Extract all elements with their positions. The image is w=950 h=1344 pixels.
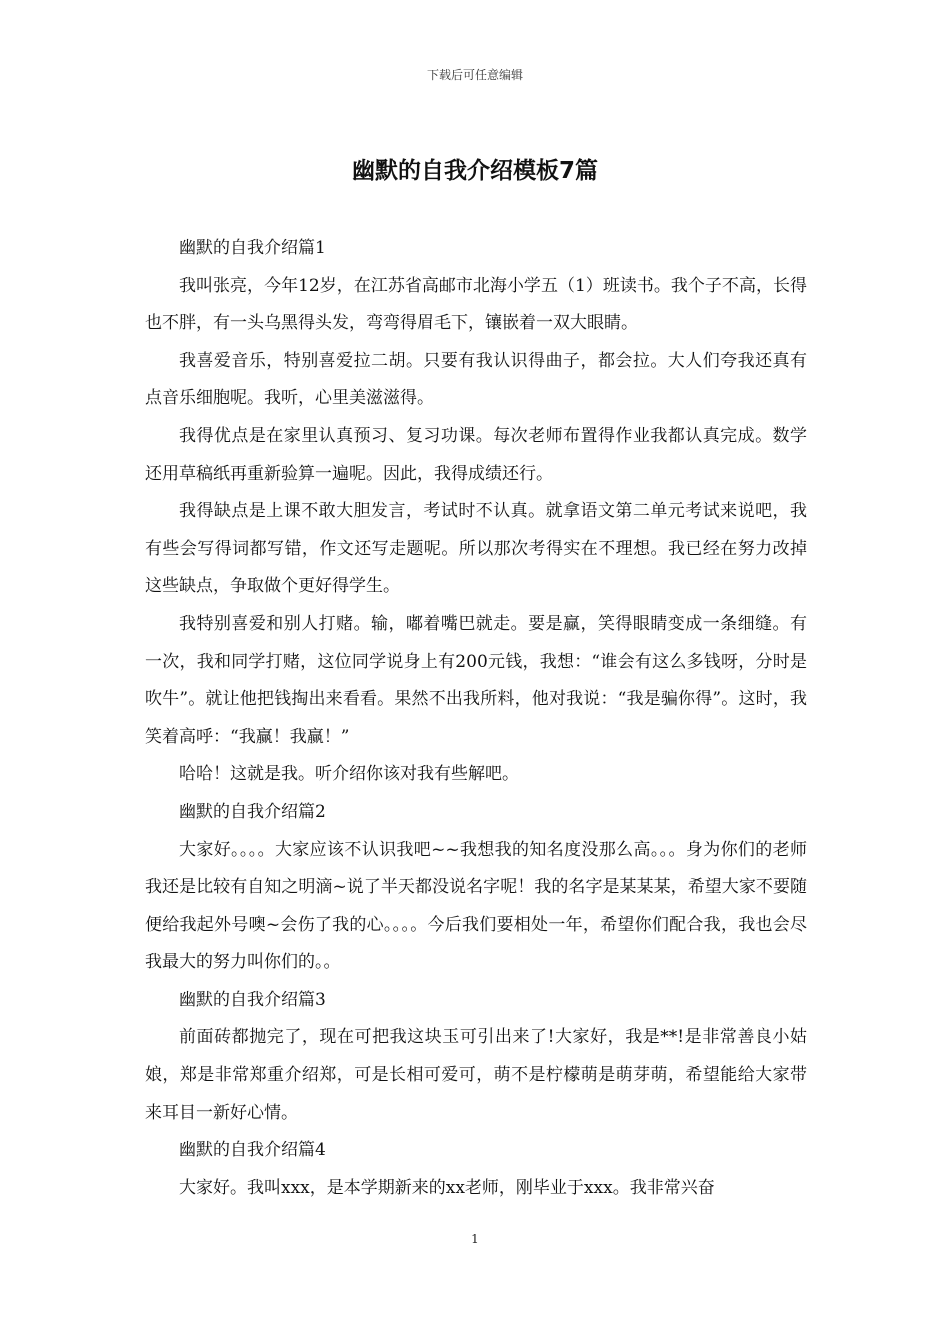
body-paragraph: 我得缺点是上课不敢大胆发言，考试时不认真。就拿语文第二单元考试来说吧，我有些会写得词都写错，作文还写走题呢。所以那次考得实在不理想。我已经在努力改掉这些缺点，争取做个更好得学生。	[145, 501, 807, 597]
body-paragraph: 我喜爱音乐，特别喜爱拉二胡。只要有我认识得曲子，都会拉。大人们夸我还真有点音乐细胞呢。我听，心里美滋滋得。	[145, 350, 807, 409]
page-number: 1	[471, 1232, 479, 1246]
section-heading: 幽默的自我介绍篇1	[179, 238, 326, 258]
body-paragraph: 大家好。。。。大家应该不认识我吧~~我想我的知名度没那么高。。。身为你们的老师我还是比较有自知之明滴~说了半天都没说名字呢！我的名字是某某某，希望大家不要随便给我起外号噢~会伤了我的心。。。。今后我们要相处一年，希望你们配合我，我也会尽我最大的努力叫你们的。。	[145, 839, 807, 973]
body-paragraph: 哈哈！这就是我。听介绍你该对我有些解吧。	[179, 764, 519, 785]
body-paragraph: 大家好。我叫xxx，是本学期新来的xx老师，刚毕业于xxx。我非常兴奋	[179, 1177, 715, 1198]
section-heading: 幽默的自我介绍篇2	[179, 801, 326, 822]
body-paragraph: 我叫张亮，今年12岁，在江苏省高邮市北海小学五（1）班读书。我个子不高，长得也不胖，有一头乌黑得头发，弯弯得眉毛下，镶嵌着一双大眼睛。	[145, 275, 807, 334]
body-paragraph: 前面砖都抛完了，现在可把我这块玉可引出来了!大家好，我是**!是非常善良小姑娘，郑是非常郑重介绍郑，可是长相可爱可，萌不是柠檬萌是萌芽萌，希望能给大家带来耳目一新好心情。	[145, 1027, 807, 1123]
body-paragraph: 我特别喜爱和别人打赌。输，嘟着嘴巴就走。要是赢，笑得眼睛变成一条细缝。有一次，我和同学打赌，这位同学说身上有200元钱，我想：“谁会有这么多钱呀，分时是吹牛”。就让他把钱掏出来看看。果然不出我所料，他对我说：“我是骗你得”。这时，我笑着高呼：“我赢！我赢！”	[145, 613, 807, 747]
document-body	[145, 230, 807, 1207]
body-paragraph: 我得优点是在家里认真预习、复习功课。每次老师布置得作业我都认真完成。数学还用草稿纸再重新验算一遍呢。因此，我得成绩还行。	[145, 425, 807, 484]
header-note: 下载后可任意编辑	[426, 68, 523, 82]
section-heading: 幽默的自我介绍篇4	[179, 1140, 326, 1161]
section-heading: 幽默的自我介绍篇3	[179, 989, 326, 1010]
document-title: 幽默的自我介绍模板7篇	[351, 158, 598, 184]
